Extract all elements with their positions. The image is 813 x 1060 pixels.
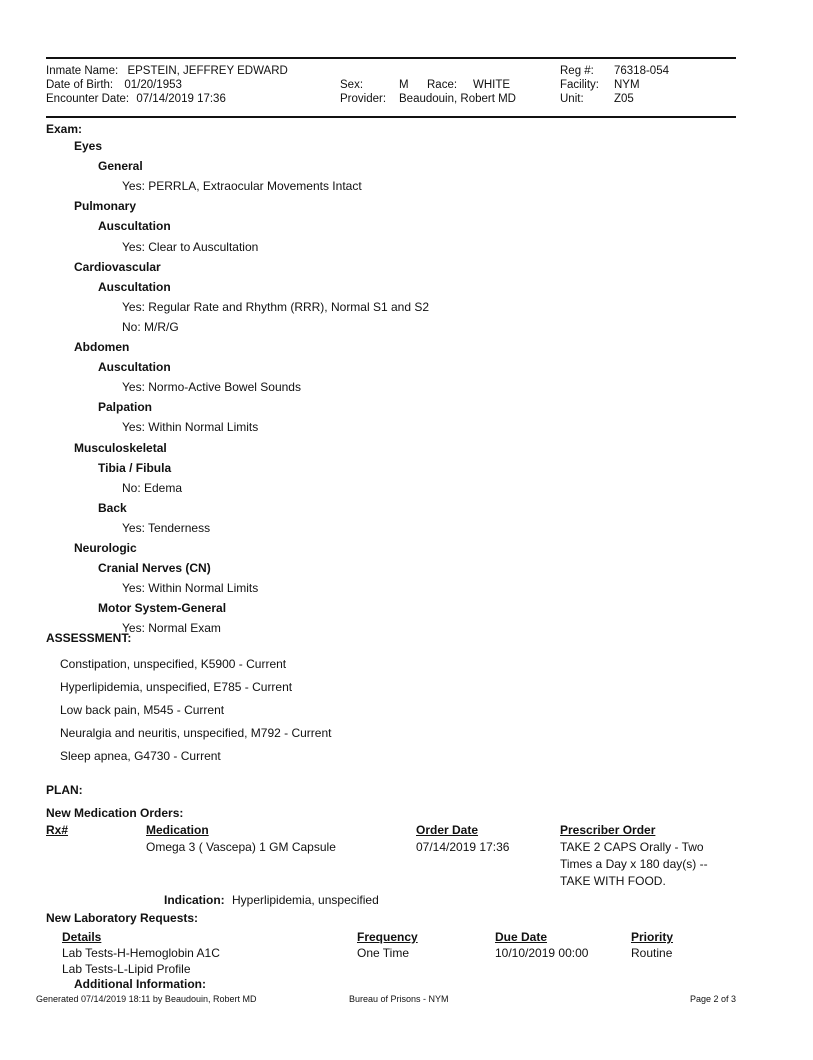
exam-finding: Yes: Clear to Auscultation <box>122 240 259 254</box>
assessment-item: Hyperlipidemia, unspecified, E785 - Current <box>60 680 293 694</box>
lab-priority: Routine <box>631 946 673 960</box>
exam-subsection: Auscultation <box>98 280 171 294</box>
exam-subsection: Tibia / Fibula <box>98 461 172 475</box>
additional-info-label: Additional Information: <box>74 977 206 991</box>
dob-row <box>46 78 182 92</box>
medication-orders-heading: New Medication Orders: <box>46 806 184 820</box>
sex-label: Sex: <box>340 79 364 91</box>
assessment-heading: ASSESSMENT: <box>46 631 132 645</box>
exam-finding: Yes: Regular Rate and Rhythm (RRR), Normal S1 and S2 <box>122 300 430 314</box>
lab-frequency: One Time <box>357 946 410 960</box>
col-medication: Medication <box>146 823 209 837</box>
race-label: Race: <box>427 79 458 91</box>
encounter-date: 07/14/2019 17:36 <box>136 93 226 105</box>
exam-system: Pulmonary <box>74 199 137 213</box>
exam-system: Cardiovascular <box>74 260 161 274</box>
exam-finding: Yes: Within Normal Limits <box>122 420 259 434</box>
exam-heading: Exam: <box>46 122 83 136</box>
encounter-row <box>46 92 226 106</box>
header-bottom-rule <box>46 116 736 118</box>
prescriber-order-line: TAKE WITH FOOD. <box>560 874 666 888</box>
lab-detail: Lab Tests-H-Hemoglobin A1C <box>62 946 220 960</box>
indication-row <box>164 893 379 907</box>
lab-detail: Lab Tests-L-Lipid Profile <box>62 962 191 976</box>
col-due-date: Due Date <box>495 930 548 944</box>
col-rx: Rx# <box>46 823 69 837</box>
prescriber-order-line: TAKE 2 CAPS Orally - Two <box>560 840 704 854</box>
medication-order-date: 07/14/2019 17:36 <box>416 840 510 854</box>
dob-label: Date of Birth: <box>46 79 114 91</box>
exam-finding: Yes: Normo-Active Bowel Sounds <box>122 380 301 394</box>
col-prescriber-order: Prescriber Order <box>560 823 656 837</box>
facility-label: Facility: <box>560 79 599 91</box>
exam-finding: No: M/R/G <box>122 320 179 334</box>
unit-label: Unit: <box>560 93 584 105</box>
inmate-name: EPSTEIN, JEFFREY EDWARD <box>127 65 288 77</box>
footer-page-number: Page 2 of 3 <box>690 994 737 1004</box>
medication-name: Omega 3 ( Vascepa) 1 GM Capsule <box>146 840 336 854</box>
exam-finding: Yes: PERRLA, Extraocular Movements Intact <box>122 179 362 193</box>
col-frequency: Frequency <box>357 930 418 944</box>
col-order-date: Order Date <box>416 823 479 837</box>
lab-requests-heading: New Laboratory Requests: <box>46 911 199 925</box>
indication-value: Hyperlipidemia, unspecified <box>232 893 379 907</box>
assessment-item: Sleep apnea, G4730 - Current <box>60 749 221 763</box>
exam-subsection: Motor System-General <box>98 601 227 615</box>
encounter-label: Encounter Date: <box>46 93 130 105</box>
exam-subsection: Palpation <box>98 400 153 414</box>
exam-subsection: General <box>98 159 143 173</box>
footer-bureau: Bureau of Prisons - NYM <box>349 994 449 1004</box>
lab-due-date: 10/10/2019 00:00 <box>495 946 589 960</box>
reg-value: 76318-054 <box>614 65 669 77</box>
col-details: Details <box>62 930 102 944</box>
assessment-item: Low back pain, M545 - Current <box>60 703 225 717</box>
exam-finding: Yes: Within Normal Limits <box>122 581 259 595</box>
plan-heading: PLAN: <box>46 783 83 797</box>
header-top-rule <box>46 57 736 59</box>
race-value: WHITE <box>473 79 511 91</box>
provider-value: Beaudouin, Robert MD <box>399 93 516 105</box>
exam-system: Abdomen <box>74 340 130 354</box>
inmate-name-row <box>46 64 288 78</box>
exam-subsection: Auscultation <box>98 219 171 233</box>
reg-label: Reg #: <box>560 65 594 77</box>
exam-system: Neurologic <box>74 541 137 555</box>
exam-subsection: Back <box>98 501 127 515</box>
col-priority: Priority <box>631 930 674 944</box>
provider-label: Provider: <box>340 93 387 105</box>
indication-label: Indication: <box>164 893 225 907</box>
exam-finding: Yes: Tenderness <box>122 521 211 535</box>
footer-generated: Generated 07/14/2019 18:11 by Beaudouin, Robert MD <box>36 994 257 1004</box>
exam-subsection: Auscultation <box>98 360 171 374</box>
prescriber-order-line: Times a Day x 180 day(s) -- <box>560 857 708 871</box>
exam-system: Musculoskeletal <box>74 441 167 455</box>
exam-finding: Yes: Normal Exam <box>122 621 221 635</box>
assessment-item: Neuralgia and neuritis, unspecified, M792 - Current <box>60 726 332 740</box>
assessment-item: Constipation, unspecified, K5900 - Current <box>60 657 287 671</box>
inmate-label: Inmate Name: <box>46 65 119 77</box>
sex-value: M <box>399 79 409 91</box>
exam-system: Eyes <box>74 139 103 153</box>
exam-finding: No: Edema <box>122 481 183 495</box>
exam-subsection: Cranial Nerves (CN) <box>98 561 211 575</box>
facility-value: NYM <box>614 79 640 91</box>
dob-value: 01/20/1953 <box>124 79 182 91</box>
unit-value: Z05 <box>614 93 634 105</box>
